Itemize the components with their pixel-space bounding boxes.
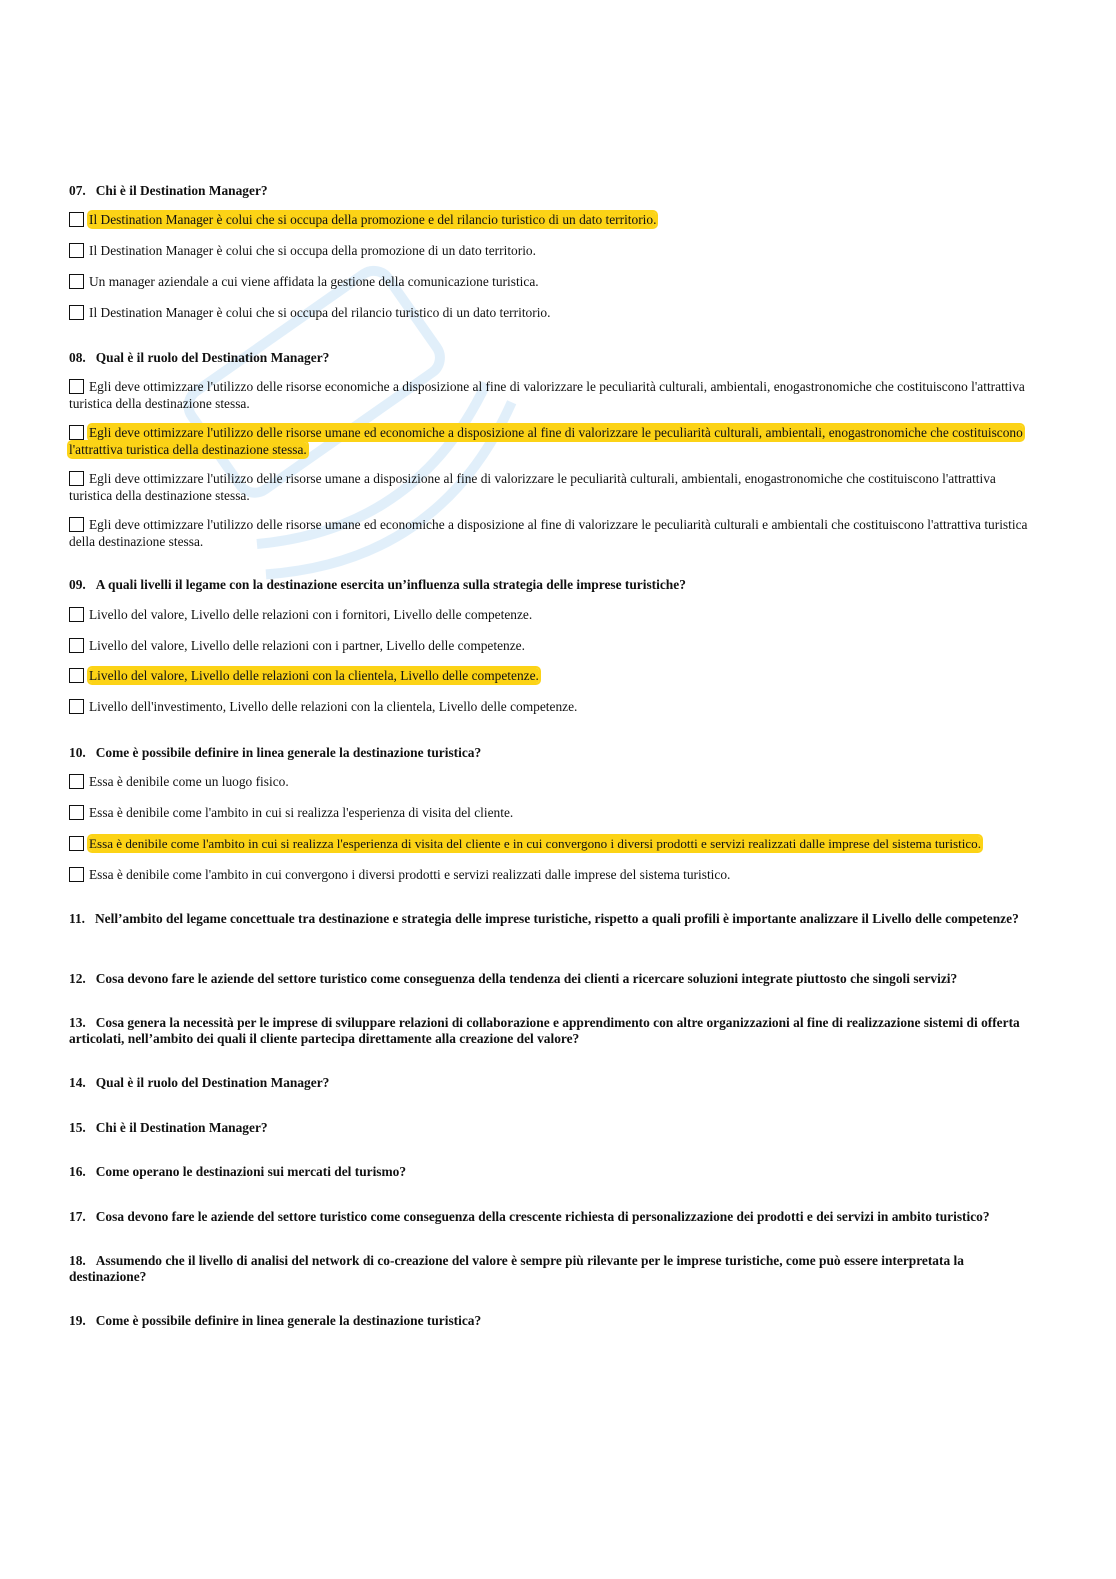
checkbox[interactable]: [69, 212, 84, 227]
checkbox[interactable]: [69, 836, 84, 851]
option-10-a[interactable]: Essa è denibile come un luogo fisico.: [69, 773, 1039, 790]
question-07: 07. Chi è il Destination Manager?: [69, 183, 268, 198]
question-15: 15. Chi è il Destination Manager?: [69, 1120, 268, 1135]
checkbox[interactable]: [69, 867, 84, 882]
question-17: 17. Cosa devono fare le aziende del settore turistico come conseguenza della crescente richiesta di personalizzazione dei prodotti e dei servizi in ambito turistico?: [69, 1209, 990, 1224]
checkbox[interactable]: [69, 379, 84, 394]
checkbox[interactable]: [69, 274, 84, 289]
question-08: 08. Qual è il ruolo del Destination Manager?: [69, 350, 330, 365]
question-19: 19. Come è possibile definire in linea generale la destinazione turistica?: [69, 1313, 482, 1328]
question-13: 13. Cosa genera la necessità per le imprese di sviluppare relazioni di collaborazione e apprendimento con altre organizzazioni al fine di realizzazione sistemi di offerta articolati, nell’ambito dei quali il cliente partecipa direttamente alla creazione del valore?: [69, 1015, 1020, 1046]
checkbox[interactable]: [69, 517, 84, 532]
question-12: 12. Cosa devono fare le aziende del settore turistico come conseguenza della tendenza dei clienti a ricercare soluzioni integrate piuttosto che singoli servizi?: [69, 971, 958, 986]
question-10: 10. Come è possibile definire in linea generale la destinazione turistica?: [69, 745, 482, 760]
option-08-a[interactable]: Egli deve ottimizzare l'utilizzo delle risorse economiche a disposizione al fine di valorizzare le peculiarità culturali, ambientali, enogastronomiche che costituiscono l'attrattiva turistica della destinazione stessa.: [69, 379, 1025, 411]
question-14: 14. Qual è il ruolo del Destination Manager?: [69, 1075, 330, 1090]
option-10-c[interactable]: Essa è denibile come l'ambito in cui si realizza l'esperienza di visita del cliente e in cui convergono i diversi prodotti e servizi realizzati dalle imprese del sistema turistico.: [69, 835, 1044, 852]
checkbox[interactable]: [69, 638, 84, 653]
option-07-a[interactable]: Il Destination Manager è colui che si occupa della promozione e del rilancio turistico di un dato territorio.: [69, 211, 1039, 228]
option-10-d[interactable]: Essa è denibile come l'ambito in cui convergono i diversi prodotti e servizi realizzati dalle imprese del sistema turistico.: [69, 866, 1039, 883]
option-10-b[interactable]: Essa è denibile come l'ambito in cui si realizza l'esperienza di visita del cliente.: [69, 804, 1039, 821]
checkbox[interactable]: [69, 805, 84, 820]
checkbox[interactable]: [69, 305, 84, 320]
checkbox[interactable]: [69, 774, 84, 789]
checkbox[interactable]: [69, 243, 84, 258]
question-18: 18. Assumendo che il livello di analisi del network di co-creazione del valore è sempre più rilevante per le imprese turistiche, come può essere interpretata la destinazione?: [69, 1253, 964, 1284]
checkbox[interactable]: [69, 425, 84, 440]
option-09-a[interactable]: Livello del valore, Livello delle relazioni con i fornitori, Livello delle competenze.: [69, 606, 1039, 623]
option-09-c[interactable]: Livello del valore, Livello delle relazioni con la clientela, Livello delle competenze.: [69, 667, 1039, 684]
question-11: 11. Nell’ambito del legame concettuale tra destinazione e strategia delle imprese turistiche, rispetto a quali profili è importante analizzare il Livello delle competenze?: [69, 911, 1019, 926]
checkbox[interactable]: [69, 699, 84, 714]
option-08-d[interactable]: Egli deve ottimizzare l'utilizzo delle risorse umane ed economiche a disposizione al fine di valorizzare le peculiarità culturali e ambientali che costituiscono l'attrattiva turistica della destinazione stessa.: [69, 517, 1028, 549]
option-09-d[interactable]: Livello dell'investimento, Livello delle relazioni con la clientela, Livello delle competenze.: [69, 698, 1039, 715]
checkbox[interactable]: [69, 668, 84, 683]
option-08-b[interactable]: Egli deve ottimizzare l'utilizzo delle risorse umane ed economiche a disposizione al fine di valorizzare le peculiarità culturali, ambientali, enogastronomiche che costituiscono l'attrattiva turistica della destinazione stessa.: [69, 425, 1023, 457]
question-09: 09. A quali livelli il legame con la destinazione esercita un’influenza sulla strategia delle imprese turistiche?: [69, 577, 686, 592]
option-08-c[interactable]: Egli deve ottimizzare l'utilizzo delle risorse umane a disposizione al fine di valorizzare le peculiarità culturali, ambientali, enogastronomiche che costituiscono l'attrattiva turistica della destinazione stessa.: [69, 471, 996, 503]
option-07-b[interactable]: Il Destination Manager è colui che si occupa della promozione di un dato territorio.: [69, 242, 1039, 259]
option-07-c[interactable]: Un manager aziendale a cui viene affidata la gestione della comunicazione turistica.: [69, 273, 1039, 290]
question-16: 16. Come operano le destinazioni sui mercati del turismo?: [69, 1164, 407, 1179]
checkbox[interactable]: [69, 471, 84, 486]
option-07-d[interactable]: Il Destination Manager è colui che si occupa del rilancio turistico di un dato territorio.: [69, 304, 1039, 321]
checkbox[interactable]: [69, 607, 84, 622]
option-09-b[interactable]: Livello del valore, Livello delle relazioni con i partner, Livello delle competenze.: [69, 637, 1039, 654]
